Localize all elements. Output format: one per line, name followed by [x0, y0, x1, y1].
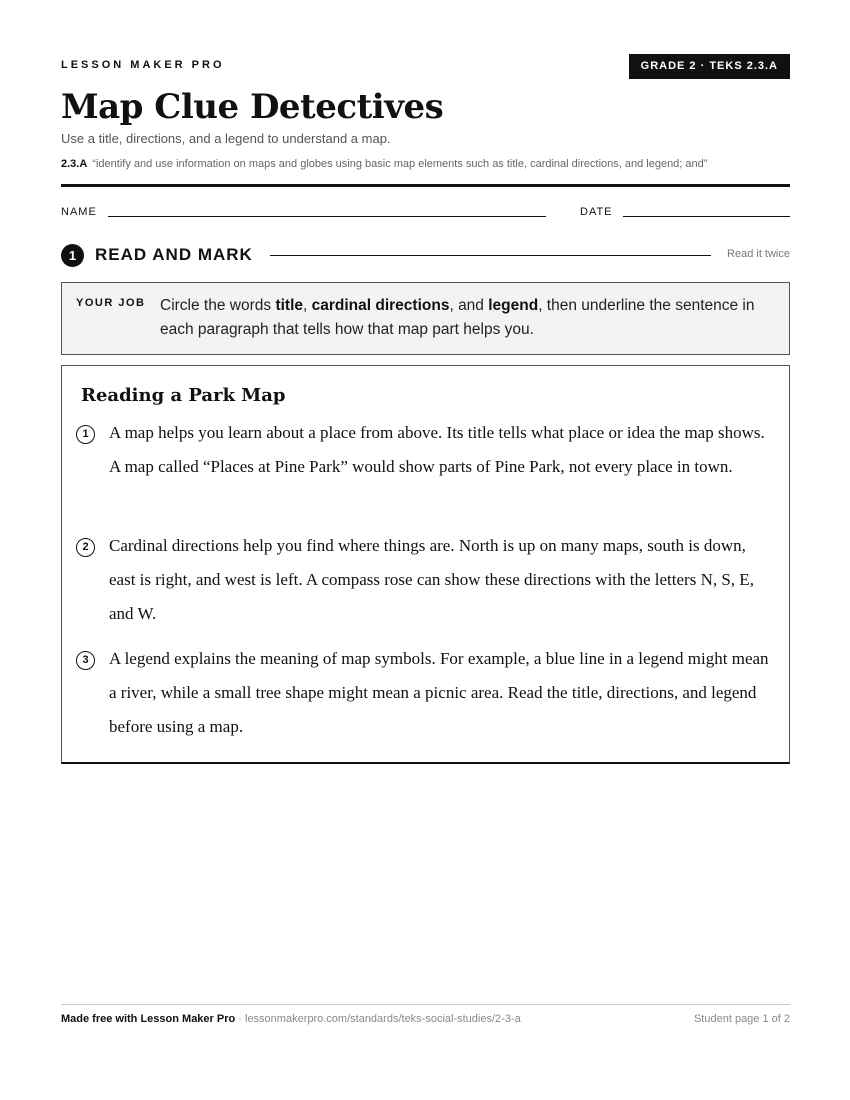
- section-number-badge: 1: [61, 244, 84, 267]
- section-title: READ AND MARK: [95, 245, 253, 264]
- standard-text: “identify and use information on maps and globes using basic map elements such as title, cardinal directions, and legend; and”: [92, 158, 708, 170]
- page-title: Map Clue Detectives: [61, 87, 444, 127]
- job-text-part: , then underline the sentence in each paragraph that tells how that map part helps you.: [160, 297, 755, 338]
- paragraph-number-badge: 2: [76, 538, 95, 557]
- reading-title: Reading a Park Map: [81, 385, 286, 406]
- section-divider: [270, 255, 711, 256]
- keyword-legend: legend: [488, 297, 539, 314]
- job-text-part: ,: [303, 297, 312, 314]
- footer-page-number: Student page 1 of 2: [693, 1013, 790, 1025]
- paragraph-text: A map helps you learn about a place from above. Its title tells what place or idea the map shows. A map called “Places at Pine Park” would show parts of Pine Park, not every place in town.: [109, 423, 765, 476]
- footer-divider: [61, 1004, 790, 1005]
- job-text-part: Circle the words: [160, 297, 276, 314]
- brand-name: LESSON MAKER PRO: [61, 59, 225, 71]
- paragraph-number-badge: 1: [76, 425, 95, 444]
- worksheet-page: [61, 0, 790, 1100]
- header-divider: [61, 184, 790, 187]
- page-subtitle: Use a title, directions, and a legend to understand a map.: [61, 131, 391, 146]
- standard-statement: [61, 158, 707, 170]
- keyword-title: title: [275, 297, 303, 314]
- grade-badge: GRADE 2 · TEKS 2.3.A: [629, 54, 790, 79]
- date-label: DATE: [580, 206, 613, 218]
- standard-code: 2.3.A: [61, 158, 88, 170]
- paragraph-text: A legend explains the meaning of map symbols. For example, a blue line in a legend might mean a river, while a small tree shape might mean a picnic area. Read the title, directions, and legend before using a map.: [109, 649, 769, 736]
- date-field[interactable]: [623, 216, 790, 217]
- footer-url[interactable]: · lessonmakerpro.com/standards/teks-social-studies/2-3-a: [235, 1013, 521, 1025]
- name-field[interactable]: [108, 216, 546, 217]
- reading-passage-box: [61, 365, 790, 764]
- name-label: NAME: [61, 206, 97, 218]
- your-job-label: YOUR JOB: [76, 297, 146, 309]
- footer-made-with: Made free with Lesson Maker Pro: [61, 1013, 236, 1025]
- footer-credit: [61, 1013, 521, 1025]
- section-note: Read it twice: [727, 248, 790, 260]
- paragraph-number-badge: 3: [76, 651, 95, 670]
- paragraph-text: Cardinal directions help you find where things are. North is up on many maps, south is down, east is right, and west is left. A compass rose can show these directions with the letters N, S, E, and W.: [109, 536, 754, 623]
- your-job-text: [160, 294, 760, 342]
- job-text-part: , and: [449, 297, 489, 314]
- keyword-cardinal-directions: cardinal directions: [311, 297, 450, 314]
- your-job-box: [61, 282, 790, 355]
